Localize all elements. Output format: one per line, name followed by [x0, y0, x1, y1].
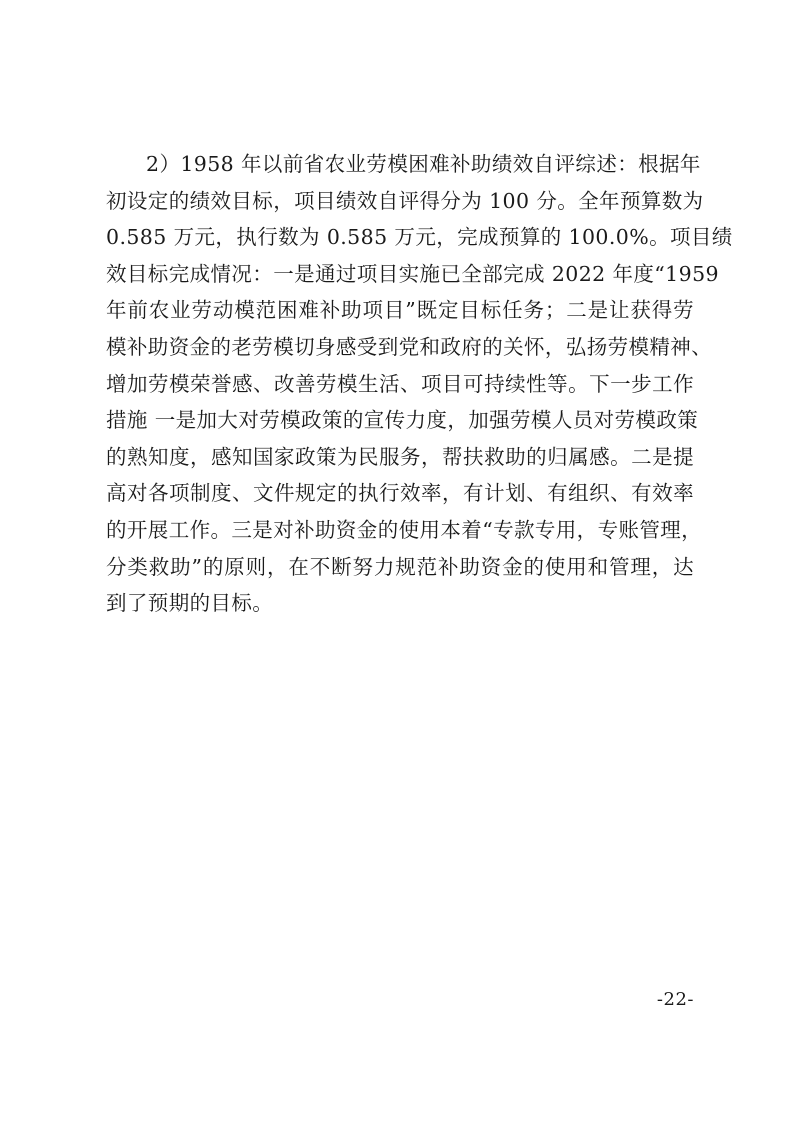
paragraph-line: 效目标完成情况：一是通过项目实施已全部完成 2022 年度“1959: [106, 261, 719, 286]
paragraph-line: 0.585 万元，执行数为 0.585 万元，完成预算的 100.0%。项目绩: [106, 225, 733, 250]
paragraph-line: 措施 一是加大对劳模政策的宣传力度，加强劳模人员对劳模政策: [106, 408, 699, 433]
paragraph-line: 2）1958 年以前省农业劳模困难补助绩效自评综述：根据年: [146, 152, 701, 176]
paragraph-line: 的熟知度，感知国家政策为民服务，帮扶救助的归属感。二是提: [106, 444, 694, 469]
paragraph-line: 增加劳模荣誉感、改善劳模生活、项目可持续性等。下一步工作: [106, 371, 694, 396]
paragraph-line: 到了预期的目标。: [106, 591, 274, 616]
page-number: -22-: [656, 989, 694, 1010]
paragraph-line: 初设定的绩效目标，项目绩效自评得分为 100 分。全年预算数为: [106, 188, 704, 213]
paragraph-line: 分类救助”的原则，在不断努力规范补助资金的使用和管理，达: [106, 554, 694, 579]
performance-self-evaluation-paragraph: [106, 146, 733, 622]
paragraph-line: 的开展工作。三是对补助资金的使用本着“专款专用，专账管理，: [106, 517, 703, 542]
paragraph-line: 年前农业劳动模范困难补助项目”既定目标任务；二是让获得劳: [106, 298, 694, 323]
paragraph-line: 模补助资金的老劳模切身感受到党和政府的关怀，弘扬劳模精神、: [106, 334, 713, 359]
paragraph-line: 高对各项制度、文件规定的执行效率，有计划、有组织、有效率: [106, 481, 694, 506]
